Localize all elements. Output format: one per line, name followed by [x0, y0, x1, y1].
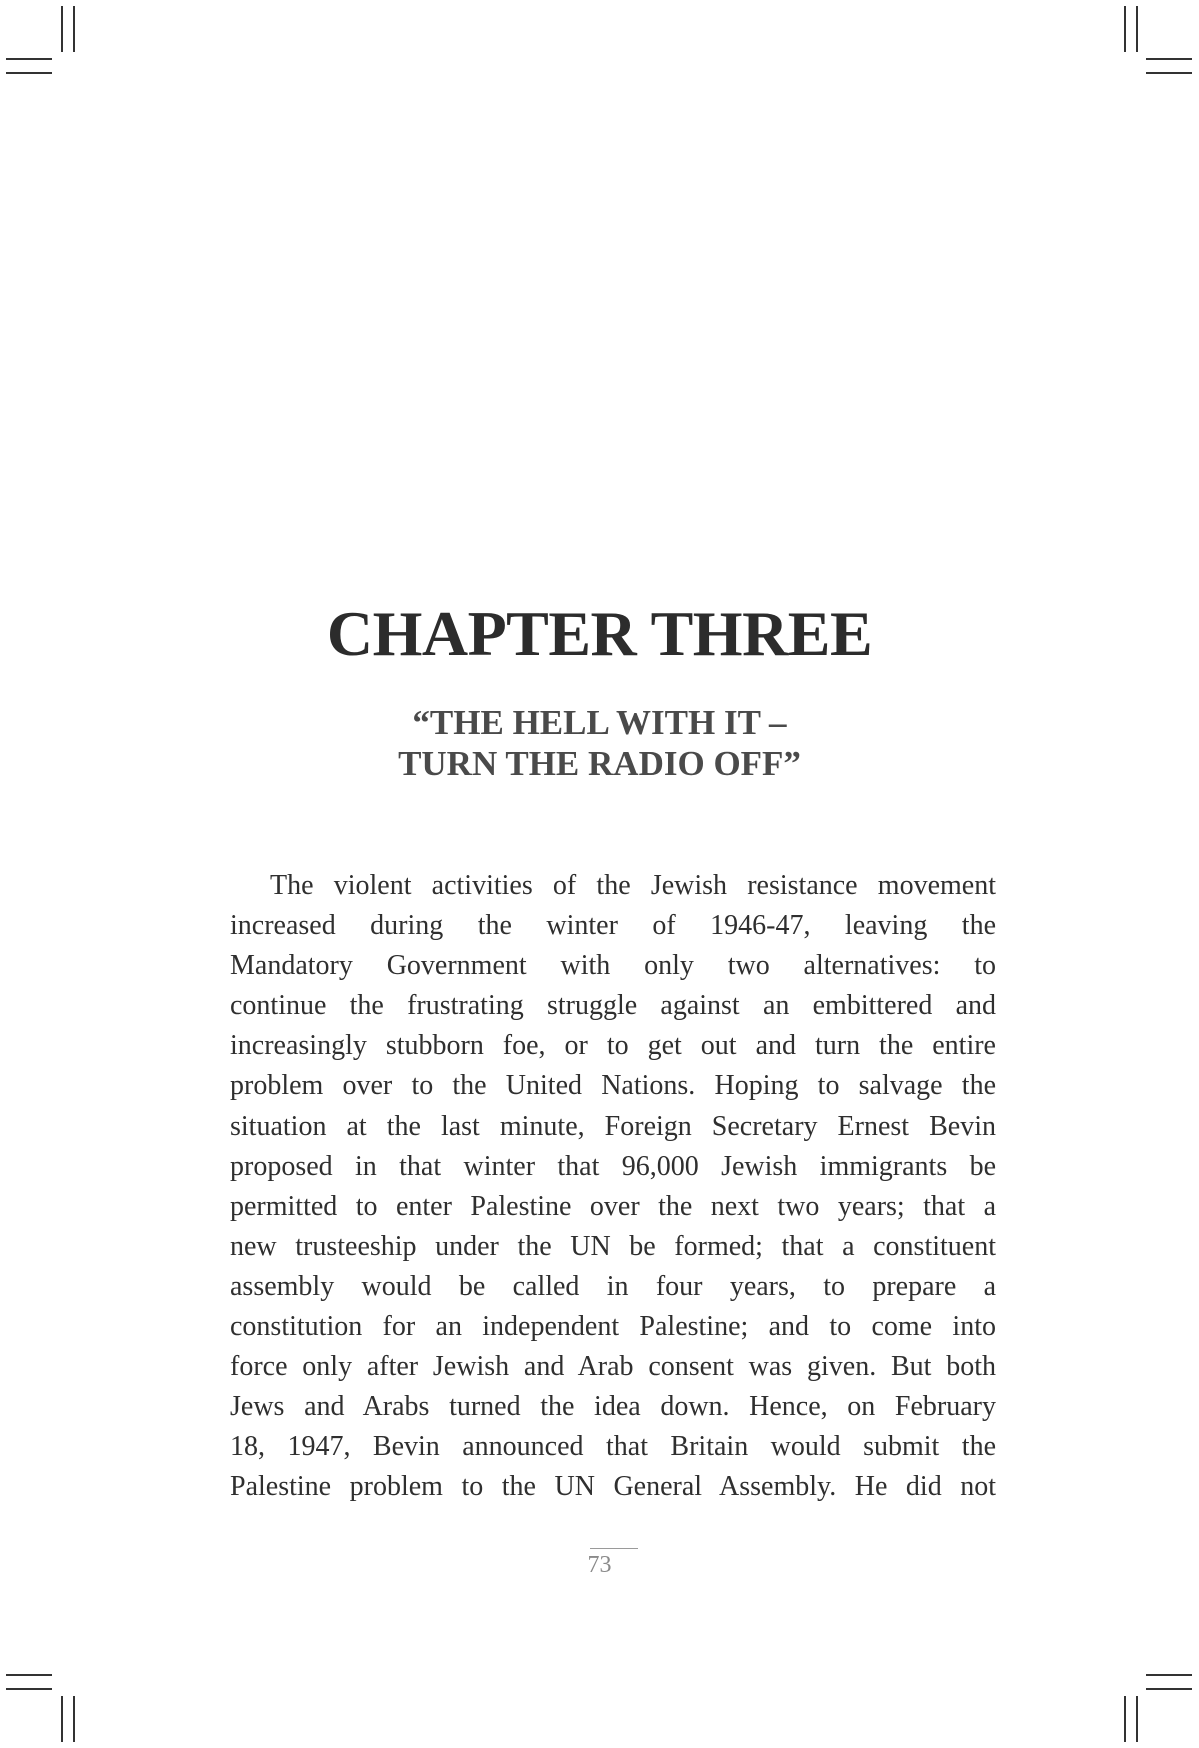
chapter-subtitle	[0, 702, 1199, 784]
chapter-subtitle-line: TURN THE RADIO OFF”	[398, 744, 801, 783]
body-line: situation at the last minute, Foreign Secretary Ernest Bevin	[230, 1110, 996, 1142]
crop-mark	[61, 1696, 63, 1742]
crop-mark	[73, 1696, 75, 1742]
crop-mark	[1146, 1674, 1192, 1676]
crop-mark	[1124, 1696, 1126, 1742]
body-line: force only after Jewish and Arab consent was given. But both	[230, 1351, 996, 1383]
body-line: Mandatory Government with only two alternatives: to	[230, 950, 996, 982]
body-line: problem over to the United Nations. Hoping to salvage the	[230, 1070, 996, 1102]
body-paragraph	[230, 866, 996, 1508]
body-line: The violent activities of the Jewish resistance movement	[270, 870, 996, 901]
body-line: Palestine problem to the UN General Assembly. He did not	[230, 1471, 996, 1503]
page-number: 73	[587, 1552, 612, 1578]
crop-mark	[6, 1674, 52, 1676]
crop-mark	[1146, 58, 1192, 60]
body-line: Jews and Arabs turned the idea down. Hence, on February	[230, 1391, 996, 1423]
crop-mark	[1124, 6, 1126, 52]
body-line: new trusteeship under the UN be formed; that a constituent	[230, 1230, 996, 1262]
body-line: assembly would be called in four years, to prepare a	[230, 1270, 996, 1302]
body-line: permitted to enter Palestine over the next two years; that a	[230, 1190, 996, 1222]
body-line: proposed in that winter that 96,000 Jewish immigrants be	[230, 1150, 996, 1182]
body-line: continue the frustrating struggle against an embittered and	[230, 990, 996, 1022]
crop-mark	[1146, 72, 1192, 74]
body-line: constitution for an independent Palestine; and to come into	[230, 1311, 996, 1343]
crop-mark	[1136, 1696, 1138, 1742]
chapter-title: CHAPTER THREE	[326, 598, 873, 669]
body-line: 18, 1947, Bevin announced that Britain would submit the	[230, 1431, 996, 1463]
crop-mark	[61, 6, 63, 52]
crop-mark	[73, 6, 75, 52]
body-line: increased during the winter of 1946-47, leaving the	[230, 910, 996, 942]
crop-mark	[6, 1688, 52, 1690]
crop-mark	[6, 58, 52, 60]
page-number-rule	[590, 1548, 638, 1549]
chapter-subtitle-line: “THE HELL WITH IT –	[412, 703, 787, 742]
crop-mark	[1136, 6, 1138, 52]
body-line: increasingly stubborn foe, or to get out and turn the entire	[230, 1030, 996, 1062]
crop-mark	[6, 72, 52, 74]
crop-mark	[1146, 1688, 1192, 1690]
